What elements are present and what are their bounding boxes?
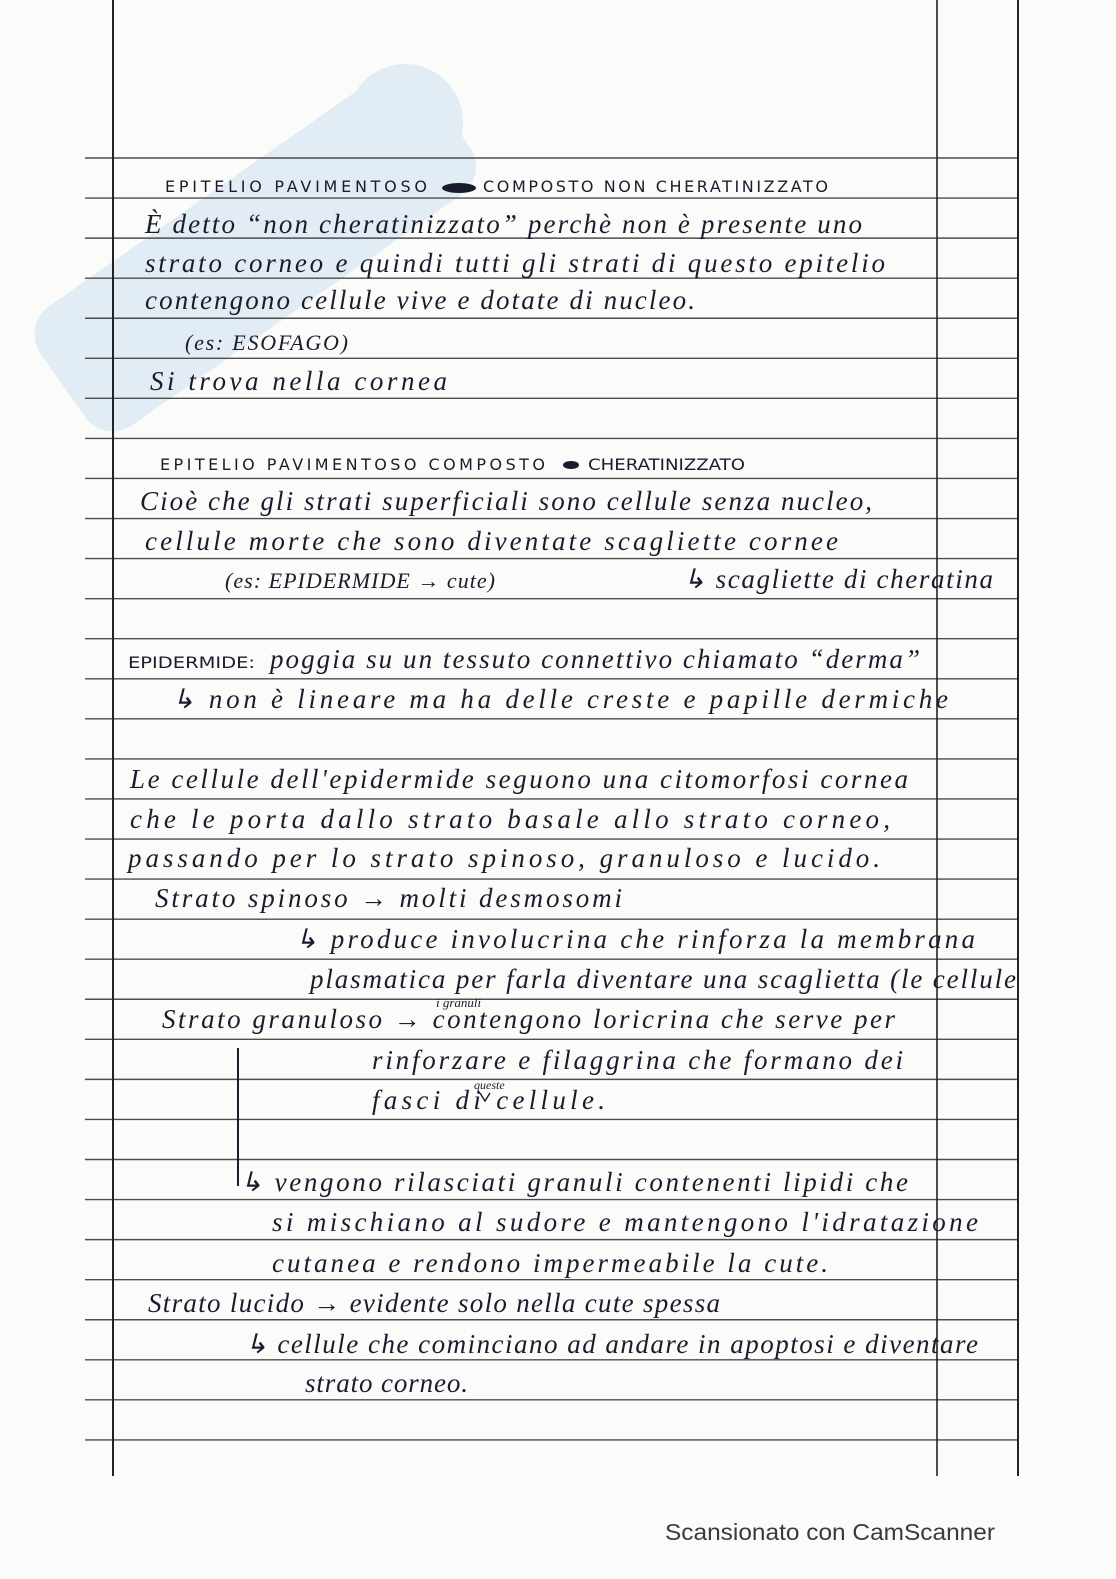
section-4-line-3: passando per lo strato spinoso, granuloso e lucido.	[128, 843, 881, 873]
section-4-line-14: ↳ cellule che cominciano ad andare in apoptosi e diventare	[245, 1329, 978, 1359]
camscanner-label: Scansionato con CamScanner	[665, 1519, 996, 1545]
section-2-heading-part-1: EPITELIO PAVIMENTOSO COMPOSTO	[160, 455, 545, 474]
section-4-line-13: Strato lucido → evidente solo nella cute spessa	[148, 1288, 720, 1318]
section-1-line-5: Si trova nella cornea	[150, 366, 447, 396]
section-4-line-8: rinforzare e filaggrina che formano dei	[372, 1045, 904, 1075]
watermark-circle	[347, 64, 463, 180]
section-4-line-1: Le cellule dell'epidermide seguono una citomorfosi cornea	[130, 764, 909, 794]
scribbled-out-word	[442, 183, 476, 193]
section-4-line-15: strato corneo.	[305, 1368, 468, 1398]
insertion-queste: queste	[474, 1078, 505, 1092]
section-1-line-3: contengono cellule vive e dotate di nucleo.	[145, 285, 695, 315]
section-2-line-2: cellule morte che sono diventate scagliette cornee	[145, 526, 839, 556]
section-4-line-11: si mischiano al sudore e mantengono l'idratazione	[272, 1207, 978, 1237]
section-2-heading-part-2: CHERATINIZZATO	[588, 455, 745, 474]
section-2-example: (es: EPIDERMIDE → cute)	[225, 568, 495, 593]
section-4-line-7: Strato granuloso → contengono loricrina che serve per	[162, 1004, 895, 1034]
section-4-line-12: cutanea e rendono impermeabile la cute.	[272, 1248, 829, 1278]
section-4-line-9: fasci di cellule.	[372, 1085, 605, 1115]
section-4-line-5: ↳ produce involucrina che rinforza la membrana	[295, 924, 975, 954]
section-1-line-1: È detto “non cheratinizzato” perchè non è presente uno	[145, 209, 862, 239]
section-1-heading-part-2: COMPOSTO NON CHERATINIZZATO	[483, 177, 828, 196]
section-1-example: (es: ESOFAGO)	[185, 330, 348, 355]
insertion-i-granuli: i granuli	[436, 995, 482, 1010]
section-4-line-4: Strato spinoso → molti desmosomi	[155, 883, 622, 913]
section-4-line-10: ↳ vengono rilasciati granuli contenenti lipidi che	[240, 1167, 908, 1197]
section-2-side-note: ↳ scagliette di cheratina	[683, 564, 993, 594]
section-2-line-1: Cioè che gli strati superficiali sono cellule senza nucleo,	[140, 486, 873, 516]
section-1-line-2: strato corneo e quindi tutti gli strati di questo epitelio	[145, 248, 885, 278]
section-3-line-1: poggia su un tessuto connettivo chiamato “derma”	[270, 644, 920, 674]
section-3-label: EPIDERMIDE:	[128, 653, 255, 672]
scribbled-out-word	[563, 461, 579, 469]
section-1-heading-part-1: EPITELIO PAVIMENTOSO	[165, 177, 427, 196]
section-3-line-2: ↳ non è lineare ma ha delle creste e papille dermiche	[172, 684, 948, 714]
section-4-line-2: che le porta dallo strato basale allo strato corneo,	[130, 804, 890, 834]
section-4-line-6: plasmatica per farla diventare una scaglietta (le cellule	[310, 964, 1016, 994]
